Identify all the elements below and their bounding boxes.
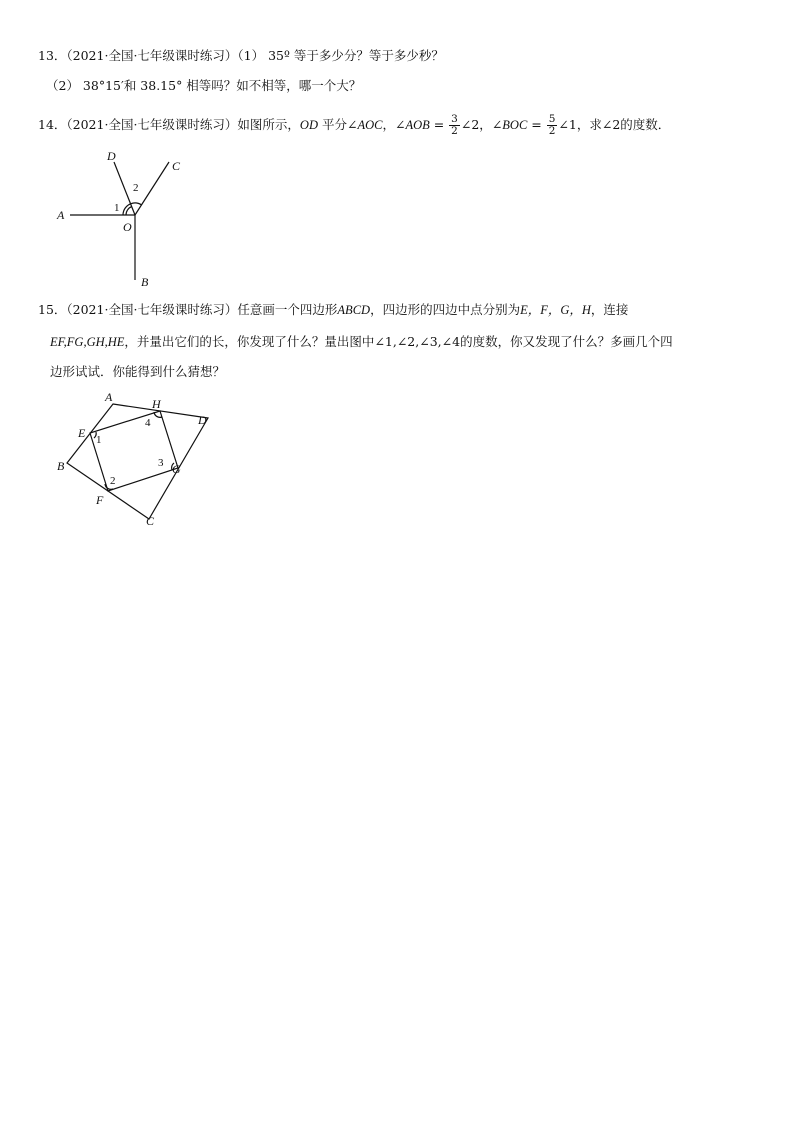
- q14-suffix: ，求∠2的度数．: [576, 117, 671, 132]
- q15-line3: 边形试试．你能得到什么猜想？: [50, 364, 226, 379]
- label-D: D: [198, 413, 207, 427]
- q14-fraction-2: [547, 114, 558, 137]
- label-angle-1: 1: [96, 434, 102, 446]
- q15-segs: EF,FG,GH,HE: [50, 335, 125, 349]
- q14-od: OD: [299, 118, 318, 132]
- label-O: O: [123, 220, 132, 234]
- q14-angle1: ∠1: [558, 117, 577, 132]
- q14-prefix: 14．（2021·全国·七年级课时练习）如图所示，: [38, 117, 300, 132]
- label-F: F: [96, 493, 104, 507]
- label-angle-2: 2: [133, 182, 139, 194]
- q15-pts: E，F，G，H: [520, 303, 591, 317]
- quadrilateral-abcd: [67, 404, 208, 519]
- label-angle-2: 2: [110, 475, 116, 487]
- label-angle-4: 4: [145, 417, 151, 429]
- q15-line2: [50, 333, 673, 351]
- q14-aob: ∠AOB: [394, 118, 430, 132]
- label-B: B: [141, 275, 149, 289]
- arc-angle-1-inner: [126, 207, 132, 215]
- label-A: A: [57, 208, 65, 222]
- q15-abcd: ABCD: [337, 303, 371, 317]
- q14-eq2: =: [527, 117, 546, 132]
- q14-aoc: ∠AOC: [346, 118, 383, 132]
- label-D: D: [107, 149, 116, 163]
- q13-line1: 13．（2021·全国·七年级课时练习）（1） 35º 等于多少分？等于多少秒？: [38, 48, 444, 63]
- frac2-num: 5: [548, 113, 556, 125]
- label-E: E: [78, 426, 86, 440]
- label-A: A: [105, 390, 113, 404]
- q15-line1a: 15．（2021·全国·七年级课时练习）任意画一个四边形: [38, 302, 338, 317]
- q15-line1b: ，四边形的四边中点分别为: [370, 302, 521, 317]
- frac1-den: 2: [451, 125, 458, 137]
- q15-angles: ∠1,∠2,∠3,∠4: [374, 334, 461, 349]
- label-C: C: [146, 514, 155, 528]
- q15-line1: [38, 301, 628, 319]
- arc-angle-1: [123, 204, 131, 215]
- q14-boc: ∠BOC: [491, 118, 528, 132]
- q14-angle-figure: [50, 145, 200, 295]
- q15-quadrilateral-figure: [50, 388, 220, 528]
- q14-text: [38, 111, 670, 139]
- arc-angle-2: [131, 203, 142, 205]
- q13-line2: （2） 38°15′和 38.15° 相等吗？如不相等，哪一个大？: [46, 78, 362, 93]
- q14-sep2: ，: [479, 117, 492, 132]
- label-angle-1: 1: [114, 202, 120, 214]
- q15-line2b: 的度数，你又发现了什么？多画几个四: [460, 334, 673, 349]
- label-angle-3: 3: [158, 457, 164, 469]
- frac2-den: 2: [548, 125, 556, 137]
- frac1-num: 3: [451, 113, 458, 125]
- q14-bisect: 平分: [317, 117, 347, 132]
- q15-line1c: ，连接: [590, 302, 629, 317]
- q14-eq1: =: [429, 117, 449, 132]
- q14-fraction-1: [449, 114, 460, 137]
- label-C: C: [172, 159, 181, 173]
- q14-angle2: ∠2: [460, 117, 480, 132]
- label-H: H: [152, 397, 161, 411]
- label-B: B: [57, 459, 65, 473]
- ray-oc: [135, 162, 169, 215]
- q14-sep1: ，: [382, 117, 395, 132]
- q15-line2a: ，并量出它们的长，你发现了什么？量出图中: [124, 334, 375, 349]
- label-G: G: [172, 462, 181, 476]
- midpoint-quadrilateral-efgh: [90, 411, 178, 491]
